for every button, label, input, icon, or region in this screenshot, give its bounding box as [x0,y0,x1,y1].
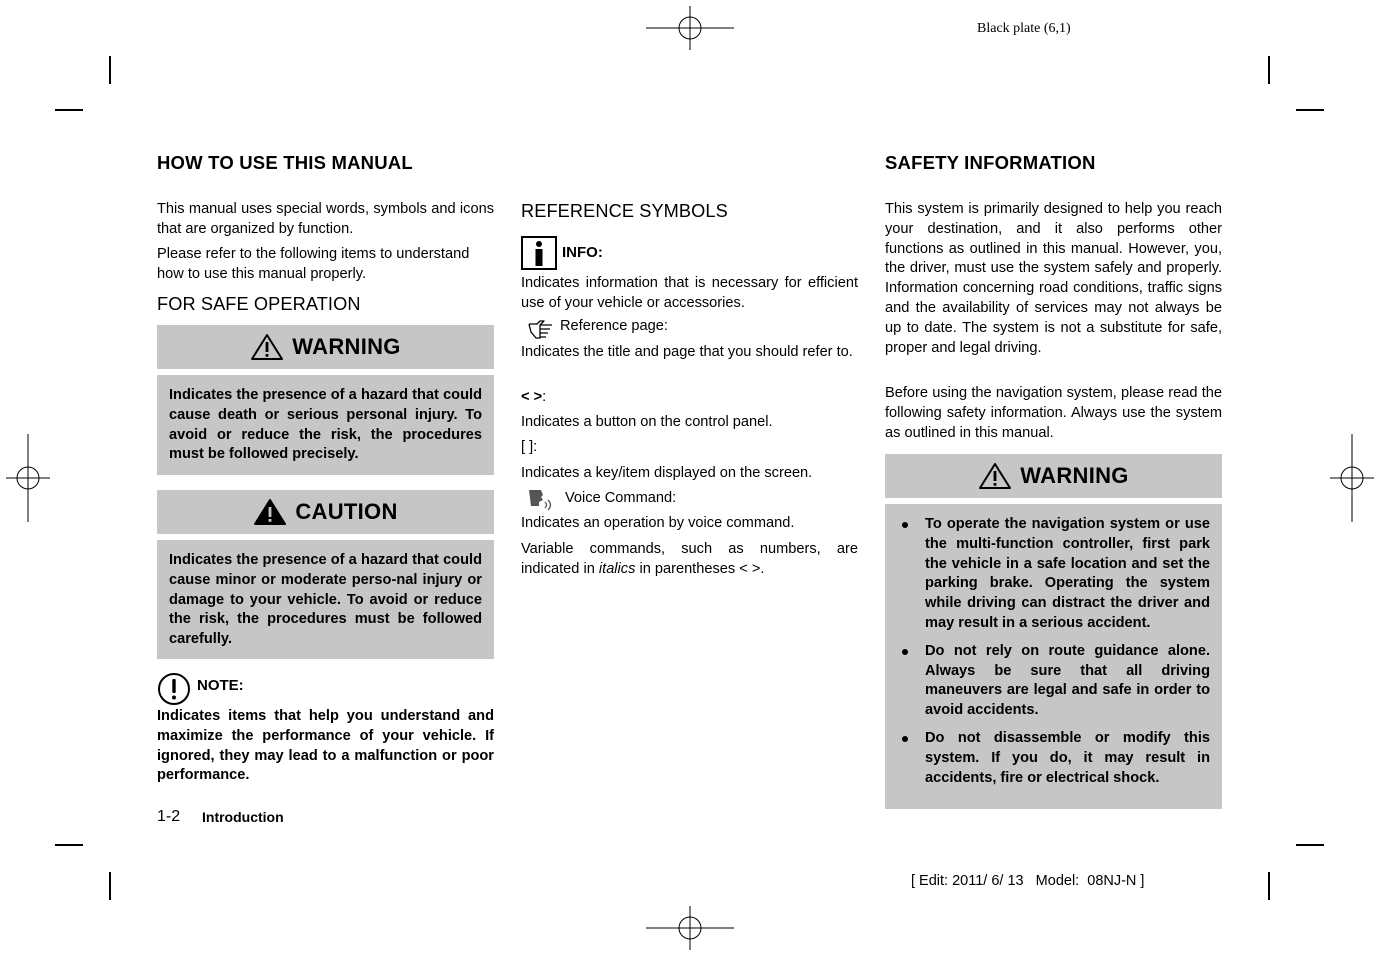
angle-bracket-symbol [521,388,546,408]
info-label: INFO: [562,244,603,261]
intro-paragraph-2: Please refer to the following items to understand how to use this manual properly. [157,246,470,282]
safety-paragraph-1: This system is primarily designed to help you reach your destination, and it also performs other functions as outlined in this manual. However, you, the driver, must use the system safely and properly. Information concerning road conditions, traffic signs and the availability of services may not always be up to date. The system is not a substitute for safe, proper and legal driving. [885,201,1222,356]
info-icon [521,236,557,270]
voice-command-label: Voice Command: [565,490,677,506]
warning-text: Indicates the presence of a hazard that could cause death or serious personal injury. To avoid or reduce the risk, the procedures must be followed precisely. [169,387,482,463]
registration-mark-top [646,6,734,50]
edit-info: [ Edit: 2011/ 6/ 13 Model: 08NJ-N ] [911,873,1145,889]
voice-command-icon [527,488,557,512]
variable-commands-text [521,540,858,580]
registration-mark-bottom [646,906,734,950]
page-title: HOW TO USE THIS MANUAL [157,152,413,173]
reference-page-label: Reference page: [560,318,668,334]
safe-operation-heading: FOR SAFE OPERATION [157,294,361,314]
warning-box-body [157,375,494,475]
note-label: NOTE: [197,677,244,694]
variable-text-before: Variable commands, such as numbers, are indicated in [521,541,858,577]
angle-bracket-text: Indicates a button on the control panel. [521,414,773,430]
registration-mark-right [1330,434,1374,522]
safety-warning-header [885,454,1222,498]
safety-warning-list [897,515,1210,788]
note-text: Indicates items that help you understand and maximize the performance of your vehicle. If ignored, they may lead to a malfunction or poor performance. [157,708,494,784]
variable-text-after: in parentheses < >. [635,560,765,577]
page-number: 1-2 [157,808,181,825]
voice-command-text: Indicates an operation by voice command. [521,515,795,531]
variable-italic-word: italics [598,560,636,577]
caution-triangle-icon [253,498,287,526]
caution-label: CAUTION [295,499,398,524]
warning-label: WARNING [292,334,401,359]
intro-paragraph-1: This manual uses special words, symbols and icons that are organized by function. [157,201,494,237]
caution-box-body [157,540,494,659]
warning-triangle-icon [250,333,284,361]
info-text: Indicates information that is necessary for efficient use of your vehicle or accessories. [521,275,858,311]
section-name: Introduction [202,809,284,825]
safety-warning-item: Do not rely on route guidance alone. Always be sure that all driving maneuvers are legal and safe in order to avoid accidents. [897,642,1210,721]
safety-information-title: SAFETY INFORMATION [885,152,1096,173]
warning-triangle-icon [978,462,1012,490]
registration-mark-left [6,434,50,522]
safety-warning-item: Do not disassemble or modify this system. If you do, it may result in accidents, fire or electrical shock. [897,729,1210,788]
reference-page-text: Indicates the title and page that you should refer to. [521,344,853,360]
exclamation-circle-icon [157,672,191,706]
safety-warning-item: To operate the navigation system or use the multi-function controller, first park the vehicle in a safe location and set the parking brake. Operating the system while driving can distract the driver and may result in a serious accident. [897,515,1210,634]
square-bracket-text: Indicates a key/item displayed on the screen. [521,465,813,481]
caution-box-header [157,490,494,534]
warning-box-header [157,325,494,369]
safety-warning-body [885,504,1222,809]
caution-text: Indicates the presence of a hazard that could cause minor or moderate perso-nal injury or damage to your vehicle. To avoid or reduce the risk, the procedures must be followed carefully. [169,552,482,648]
reference-symbols-heading: REFERENCE SYMBOLS [521,201,728,221]
angle-bracket-label: < > [521,389,543,405]
safety-paragraph-2: Before using the navigation system, please read the following safety information. Always use the system as outlined in this manual. [885,385,1222,441]
safety-warning-label: WARNING [1020,463,1129,488]
plate-label: Black plate (6,1) [977,21,1071,36]
reference-page-icon [527,320,555,340]
square-bracket-label: [ ]: [521,439,538,455]
angle-bracket-colon: : [542,389,547,405]
